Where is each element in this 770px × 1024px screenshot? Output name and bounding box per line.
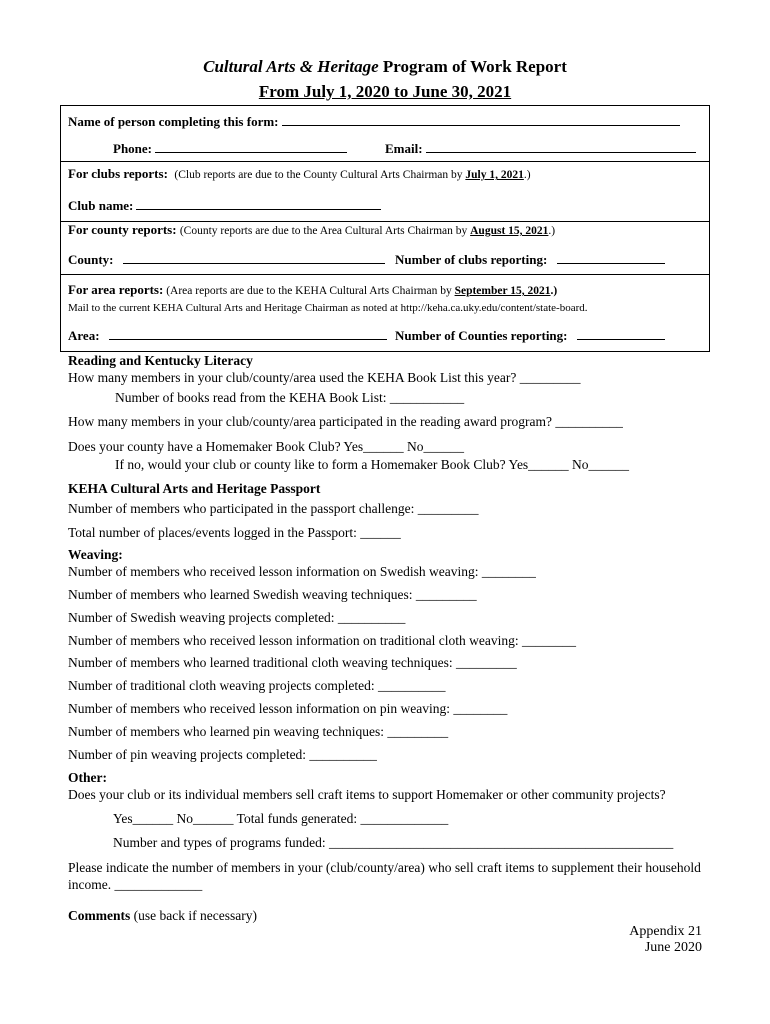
- weaving-q9: Number of pin weaving projects completed: __________: [68, 747, 377, 762]
- weaving-q6: Number of traditional cloth weaving projects completed: __________: [68, 678, 446, 693]
- reading-q3: How many members in your club/county/area participated in the reading award program? __________: [68, 414, 623, 429]
- phone-field[interactable]: [155, 142, 347, 153]
- other-heading: Other:: [68, 770, 107, 785]
- weaving-q3: Number of Swedish weaving projects completed: __________: [68, 610, 406, 625]
- reading-q1: How many members in your club/county/area used the KEHA Book List this year? _________: [68, 370, 581, 385]
- comments-label: Comments (use back if necessary): [68, 908, 257, 923]
- clubs-reporting-field[interactable]: [557, 253, 665, 264]
- contact-info-box: [60, 105, 710, 352]
- phone-field-row: Phone:: [113, 141, 347, 157]
- reading-q4: Does your county have a Homemaker Book Club? Yes______ No______: [68, 439, 464, 454]
- divider: [61, 161, 709, 162]
- email-field[interactable]: [426, 142, 696, 153]
- reading-q5: If no, would your club or county like to form a Homemaker Book Club? Yes______ No______: [115, 457, 630, 472]
- other-q4a: Please indicate the number of members in your (club/county/area) who sell craft items to supplement their household: [68, 860, 701, 875]
- weaving-q7: Number of members who received lesson information on pin weaving: ________: [68, 701, 508, 716]
- weaving-heading: Weaving:: [68, 547, 123, 562]
- area-field-row: Area:: [68, 328, 387, 344]
- appendix-note: Appendix 21 June 2020: [629, 924, 702, 955]
- email-field-row: Email:: [385, 141, 696, 157]
- passport-q1: Number of members who participated in the passport challenge: _________: [68, 501, 479, 516]
- county-field[interactable]: [123, 253, 385, 264]
- report-title: Cultural Arts & Heritage Program of Work Report: [203, 57, 567, 76]
- weaving-q4: Number of members who received lesson information on traditional cloth weaving: ________: [68, 633, 577, 648]
- reading-q2: Number of books read from the KEHA Book List: ___________: [115, 390, 465, 405]
- name-field-row: Name of person completing this form:: [68, 114, 680, 130]
- other-q1: Does your club or its individual members sell craft items to support Homemaker or other community projects?: [68, 787, 666, 802]
- report-period: From July 1, 2020 to June 30, 2021: [258, 82, 512, 101]
- clubs-reporting-row: Number of clubs reporting:: [395, 252, 665, 268]
- area-reports-row: For area reports: (Area reports are due to the KEHA Cultural Arts Chairman by September 15, 2021.): [68, 282, 558, 297]
- weaving-q5: Number of members who learned traditional cloth weaving techniques: _________: [68, 655, 517, 670]
- reading-heading: Reading and Kentucky Literacy: [68, 353, 253, 368]
- other-q4b: income. _____________: [68, 877, 203, 892]
- passport-heading: KEHA Cultural Arts and Heritage Passport: [68, 481, 321, 496]
- divider: [61, 274, 709, 275]
- club-name-field[interactable]: [136, 199, 381, 210]
- clubs-reports-row: For clubs reports: (Club reports are due to the County Cultural Arts Chairman by July 1, 2021.): [68, 166, 531, 181]
- county-field-row: County:: [68, 252, 385, 268]
- passport-q2: Total number of places/events logged in the Passport: ______: [68, 525, 401, 540]
- other-q3: Number and types of programs funded: ___________________________________________________: [113, 835, 674, 850]
- weaving-q1: Number of members who received lesson information on Swedish weaving: ________: [68, 564, 536, 579]
- counties-reporting-field[interactable]: [577, 329, 665, 340]
- club-name-row: Club name:: [68, 198, 381, 214]
- mail-note: Mail to the current KEHA Cultural Arts and Heritage Chairman as noted at http://keha.ca.uky.edu/content/state-board.: [68, 302, 588, 314]
- counties-reporting-row: Number of Counties reporting:: [395, 328, 665, 344]
- weaving-q8: Number of members who learned pin weaving techniques: _________: [68, 724, 449, 739]
- county-reports-row: For county reports: (County reports are due to the Area Cultural Arts Chairman by August 15, 2021.): [68, 222, 556, 237]
- other-q2: Yes______ No______ Total funds generated: _____________: [113, 811, 449, 826]
- area-field[interactable]: [109, 329, 387, 340]
- weaving-q2: Number of members who learned Swedish weaving techniques: _________: [68, 587, 477, 602]
- name-field[interactable]: [282, 115, 680, 126]
